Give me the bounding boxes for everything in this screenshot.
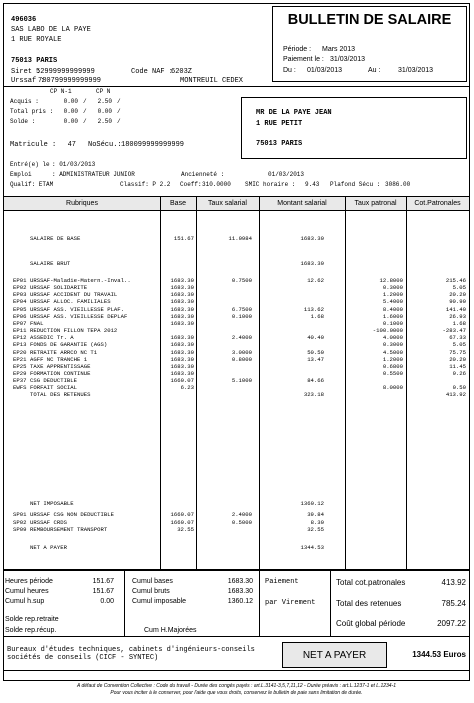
- legal-line-2: Pour vous inciter à le conserver, pour l'aide que vous droits, conservez le bulletin de paie sans limitation de durée.: [110, 690, 363, 696]
- coeff-value: 310.0000: [202, 181, 231, 188]
- periode-label: Période :: [283, 46, 312, 53]
- cell-code: EWFS: [13, 384, 27, 392]
- conges-label-2: Solde :: [10, 118, 36, 125]
- matricule-label: Matricule :: [10, 141, 57, 149]
- cumul-bases-value: 1683.30: [227, 578, 253, 585]
- cell-montant: 84.66: [307, 377, 324, 385]
- cout-value: 2097.22: [437, 619, 466, 628]
- paiement-value: 31/03/2013: [330, 56, 366, 63]
- du-value: 01/03/2013: [307, 67, 343, 74]
- plafond-label: Plafond Sécu :: [330, 181, 381, 188]
- page-title: BULLETIN DE SALAIRE: [287, 12, 452, 28]
- cell-cot-p: 9.26: [452, 369, 466, 377]
- cell-base: 1683.30: [170, 362, 194, 370]
- solde-rep-ret-label: Solde rep.retraite: [5, 616, 59, 623]
- cumul-bases-label: Cumul bases: [132, 578, 173, 585]
- cell-label: CSG DEDUCTIBLE: [30, 377, 77, 385]
- cell-label: SALAIRE BRUT: [30, 260, 71, 268]
- cell-base: 1683.30: [170, 369, 194, 377]
- nosecu-value: 180099999999999: [121, 141, 185, 149]
- cell-taux-p: 1.2000: [382, 355, 403, 363]
- cell-cot-p: 413.92: [445, 391, 466, 399]
- virement-label: par Virement: [265, 599, 316, 607]
- company-code: 496036: [11, 16, 37, 24]
- cell-cot-p: 67.33: [449, 334, 466, 342]
- paiement-mode-label: Paiement: [265, 578, 299, 586]
- cell-taux-p: 8.0000: [382, 384, 403, 392]
- cell-label: URSSAF ACCIDENT DU TRAVAIL: [30, 291, 118, 299]
- cell-taux-p: 8.4000: [382, 305, 403, 313]
- cell-taux-s: 0.8000: [231, 355, 252, 363]
- anciennete-value: 01/03/2013: [268, 171, 305, 178]
- cumul-heures-label: Cumul heures: [5, 588, 49, 595]
- cell-label: FONDS DE GARANTIE (AGS): [30, 341, 108, 349]
- cell-taux-p: 4.5000: [382, 348, 403, 356]
- emploi-value: : ADMINISTRATEUR JUNIOR: [52, 171, 135, 178]
- cumul-bruts-label: Cumul bruts: [132, 588, 170, 595]
- cell-cot-p: 20.20: [449, 291, 466, 299]
- classif-label: Classif: P 2.2: [120, 181, 171, 188]
- cell-label: TAXE APPRENTISSAGE: [30, 362, 91, 370]
- total-ret-value: 785.24: [441, 599, 466, 608]
- cell-code: EP29: [13, 369, 27, 377]
- cell-taux-p: 1.6000: [382, 312, 403, 320]
- siret-label: Siret :: [11, 68, 41, 76]
- cell-taux-p: 0.3000: [382, 341, 403, 349]
- cumul-imposable-label: Cumul imposable: [132, 598, 187, 605]
- cell-code: EP02: [13, 284, 27, 292]
- cell-base: 1683.30: [170, 334, 194, 342]
- cell-label: NET IMPOSABLE: [30, 500, 74, 507]
- col-rubriques: Rubriques: [66, 200, 98, 207]
- cell-base: 1660.07: [170, 519, 194, 526]
- cell-montant: 50.50: [307, 348, 324, 356]
- cell-code: EP05: [13, 305, 27, 313]
- cell-cot-p: 26.93: [449, 312, 466, 320]
- cumul-hsup-label: Cumul h.sup: [5, 598, 45, 605]
- cumul-imposable-value: 1360.12: [227, 598, 253, 605]
- table-row: [0, 534, 474, 542]
- cell-label: REMBOURSEMENT TRANSPORT: [30, 526, 108, 533]
- col-taux-patronal: Taux patronal: [354, 200, 397, 207]
- naf-value: 6203Z: [171, 68, 193, 76]
- coeff-label: Coeff:: [180, 181, 202, 188]
- naf-label: Code NAF :: [131, 68, 174, 76]
- cell-base: 1660.07: [170, 377, 194, 385]
- cell-montant: 32.55: [307, 526, 324, 533]
- cell-base: 1683.30: [170, 284, 194, 292]
- cell-label: FORMATION CONTINUE: [30, 369, 91, 377]
- du-label: Du :: [283, 67, 296, 74]
- cell-base: 1683.30: [170, 277, 194, 284]
- cp-n1-header: CP N-1: [50, 88, 72, 95]
- cell-label: URSSAF-Maladie-Matern.-Inval..: [30, 277, 131, 284]
- table-row: [0, 511, 474, 519]
- cell-taux-s: 5.1000: [231, 377, 252, 385]
- matricule-value: 47: [67, 141, 76, 149]
- periode-value: Mars 2013: [322, 46, 356, 53]
- cell-taux-p: -100.0000: [372, 327, 403, 335]
- cell-base: 1683.30: [170, 348, 194, 356]
- cell-code: EP01: [13, 277, 27, 284]
- cumul-heures-value: 151.67: [92, 588, 114, 595]
- table-row: [0, 252, 474, 260]
- cell-taux-p: 12.8000: [379, 277, 403, 284]
- cp-n-header: CP N: [96, 88, 111, 95]
- cell-taux-s: 0.5000: [231, 519, 252, 526]
- cell-label: URSSAF ASS. VIEILLESSE DEPLAF: [30, 312, 128, 320]
- conges-n-2: 2.50: [97, 118, 112, 125]
- cell-taux-p: 4.0000: [382, 334, 403, 342]
- cell-cot-p: 11.45: [449, 362, 466, 370]
- table-row: [0, 269, 474, 277]
- au-value: 31/03/2013: [398, 67, 434, 74]
- table-row: [0, 391, 474, 399]
- cell-base: 1683.30: [170, 305, 194, 313]
- cell-montant: 1.68: [310, 312, 324, 320]
- cell-label: URSSAF ASS. VIEILLESSE PLAF.: [30, 305, 124, 313]
- conges-n1-1: 0.00: [63, 108, 78, 115]
- cell-code: EP03: [13, 291, 27, 299]
- cell-code: SP02: [13, 519, 27, 526]
- cell-taux-p: 1.2000: [382, 291, 403, 299]
- cell-code: EP04: [13, 298, 27, 306]
- employee-name: MR DE LA PAYE JEAN: [256, 109, 332, 117]
- cell-cot-p: 20.20: [449, 355, 466, 363]
- cell-base: 6.23: [180, 384, 194, 392]
- au-label: Au :: [368, 67, 381, 74]
- cell-label: NET A PAYER: [30, 544, 67, 551]
- heures-periode-label: Heures période: [5, 578, 53, 585]
- cell-label: TOTAL DES RETENUES: [30, 391, 91, 399]
- cell-taux-s: 2.4000: [231, 334, 252, 342]
- total-cot-label: Total cot.patronales: [336, 578, 406, 587]
- urssaf-city: MONTREUIL CEDEX: [180, 77, 244, 85]
- cell-label: URSSAF SOLIDARITE: [30, 284, 88, 292]
- cell-taux-p: 0.1000: [382, 319, 403, 327]
- conges-label-0: Acquis :: [10, 98, 39, 105]
- solde-rep-rec-label: Solde rep.récup.: [5, 627, 57, 634]
- cell-code: EP07: [13, 319, 27, 327]
- cell-code: EP12: [13, 334, 27, 342]
- cell-base: 151.67: [173, 235, 194, 242]
- net-a-payer-value: 1344.53 Euros: [412, 650, 466, 659]
- cout-label: Coût global période: [336, 619, 406, 628]
- cell-cot-p: 90.90: [449, 298, 466, 306]
- cell-label: REDUCTION FILLON TEPA 2012: [30, 327, 118, 335]
- nosecu-label: NoSécu.:: [88, 141, 122, 149]
- cell-code: SP01: [13, 511, 27, 518]
- col-taux-salarial: Taux salarial: [208, 200, 247, 207]
- cell-code: EP25: [13, 362, 27, 370]
- cell-montant: 8.30: [310, 519, 324, 526]
- cell-taux-s: 2.4000: [231, 511, 252, 518]
- cell-cot-p: 141.40: [445, 305, 466, 313]
- employee-city: 75013 PARIS: [256, 140, 303, 148]
- company-address: 1 RUE ROYALE: [11, 36, 62, 44]
- cell-montant: 113.62: [303, 305, 324, 313]
- cell-montant: 323.18: [303, 391, 324, 399]
- cell-taux-s: 0.7500: [231, 277, 252, 284]
- legal-line-1: A défaut de Convention Collective : Code du travail - Durée des congés payés : art.L.3141-3,5,7,11,12 - Durée préavis : art.L.1237-1 et L.1234-1: [76, 683, 397, 689]
- qualif-label: Qualif: ETAM: [10, 181, 54, 188]
- cell-taux-s: 3.0000: [231, 348, 252, 356]
- cell-cot-p: 5.05: [452, 284, 466, 292]
- cell-label: FNAL: [30, 319, 44, 327]
- cell-cot-p: 75.75: [449, 348, 466, 356]
- total-ret-label: Total des retenues: [336, 599, 402, 608]
- cell-cot-p: 5.05: [452, 341, 466, 349]
- cell-taux-p: 0.6800: [382, 362, 403, 370]
- cell-montant: 12.62: [307, 277, 324, 284]
- cell-base: 1683.30: [170, 312, 194, 320]
- cell-base: 1683.30: [170, 291, 194, 299]
- cell-taux-s: 6.7500: [231, 305, 252, 313]
- table-row: [0, 526, 474, 534]
- table-row: [0, 544, 474, 552]
- cell-montant: 1683.30: [300, 235, 324, 242]
- conges-label-1: Total pris :: [10, 108, 54, 115]
- cell-montant: 13.47: [307, 355, 324, 363]
- cell-taux-p: 0.5500: [382, 369, 403, 377]
- cell-taux-s: 11.0984: [228, 235, 252, 242]
- col-base: Base: [170, 200, 186, 207]
- conges-n1-2: 0.00: [63, 118, 78, 125]
- smic-value: 9.43: [305, 181, 320, 188]
- cell-code: EP37: [13, 377, 27, 385]
- cell-label: ASSEDIC Tr. A: [30, 334, 74, 342]
- col-cot-patronales: Cot.Patronales: [414, 200, 461, 207]
- cell-taux-s: 0.1000: [231, 312, 252, 320]
- conges-n-1: 0.00: [97, 108, 112, 115]
- cell-base: 1683.30: [170, 319, 194, 327]
- cell-taux-p: 0.3000: [382, 284, 403, 292]
- cell-code: EP13: [13, 341, 27, 349]
- cell-base: 1683.30: [170, 341, 194, 349]
- smic-label: SMIC horaire :: [245, 181, 296, 188]
- cell-cot-p: 215.46: [445, 277, 466, 284]
- cell-code: EP11: [13, 327, 27, 335]
- cell-montant: 1360.12: [300, 500, 324, 507]
- cell-base: 1683.30: [170, 298, 194, 306]
- convention-text: Bureaux d'études techniques, cabinets d'ingénieurs-conseils sociétés de conseils (CICF - SYNTEC): [7, 646, 255, 662]
- net-a-payer-label: NET A PAYER: [302, 650, 367, 661]
- company-city: 75013 PARIS: [11, 57, 58, 65]
- entre-label: Entré(e) le: [10, 161, 50, 168]
- cell-code: EP21: [13, 355, 27, 363]
- siret-value: 52999999999999: [36, 68, 95, 76]
- cell-montant: 1344.53: [300, 544, 324, 551]
- cell-label: URSSAF CSG NON DEDUCTIBLE: [30, 511, 114, 518]
- cell-cot-p: 0.50: [452, 384, 466, 392]
- cell-taux-p: 5.4000: [382, 298, 403, 306]
- cell-cot-p: -283.47: [442, 327, 466, 335]
- cell-montant: 1683.30: [300, 260, 324, 268]
- paiement-label: Paiement le :: [283, 56, 324, 63]
- cell-cot-p: 1.68: [452, 319, 466, 327]
- urssaf-value: 780799999999999: [38, 77, 102, 85]
- cell-label: FORFAIT SOCIAL: [30, 384, 77, 392]
- cell-montant: 39.84: [307, 511, 324, 518]
- cell-label: URSSAF ALLOC. FAMILIALES: [30, 298, 111, 306]
- cell-code: EP20: [13, 348, 27, 356]
- total-cot-value: 413.92: [441, 578, 466, 587]
- cell-base: 1683.30: [170, 355, 194, 363]
- cell-label: AGFF NC TRANCHE 1: [30, 355, 88, 363]
- table-row: [0, 243, 474, 251]
- emploi-label: Emploi: [10, 171, 32, 178]
- plafond-value: 3086.00: [385, 181, 411, 188]
- entre-value: : 01/03/2013: [52, 161, 96, 168]
- table-row: [0, 500, 474, 508]
- table-row: [0, 235, 474, 243]
- cumul-hsup-value: 0.00: [100, 598, 114, 605]
- cumul-bruts-value: 1683.30: [227, 588, 253, 595]
- company-name: SAS LABO DE LA PAYE: [11, 26, 91, 34]
- anciennete-label: Ancienneté :: [181, 171, 225, 178]
- employee-box: [241, 97, 467, 159]
- conges-n-0: 2.50: [97, 98, 112, 105]
- conges-n1-0: 0.00: [63, 98, 78, 105]
- table-row: [0, 260, 474, 268]
- col-montant-salarial: Montant salarial: [277, 200, 327, 207]
- cell-code: EP06: [13, 312, 27, 320]
- cell-label: SALAIRE DE BASE: [30, 235, 81, 242]
- cell-montant: 40.40: [307, 334, 324, 342]
- urssaf-label: Urssaf :: [11, 77, 45, 85]
- cumul-hmaj-label: Cum H.Majorées: [144, 627, 197, 634]
- cell-label: RETRAITE ARRCO NC T1: [30, 348, 98, 356]
- cell-code: SP09: [13, 526, 27, 533]
- cell-base: 32.55: [177, 526, 194, 533]
- cell-label: URSSAF CRDS: [30, 519, 67, 526]
- employee-address: 1 RUE PETIT: [256, 120, 303, 128]
- cell-base: 1660.07: [170, 511, 194, 518]
- heures-periode-value: 151.67: [92, 578, 114, 585]
- divider-top: [3, 86, 470, 87]
